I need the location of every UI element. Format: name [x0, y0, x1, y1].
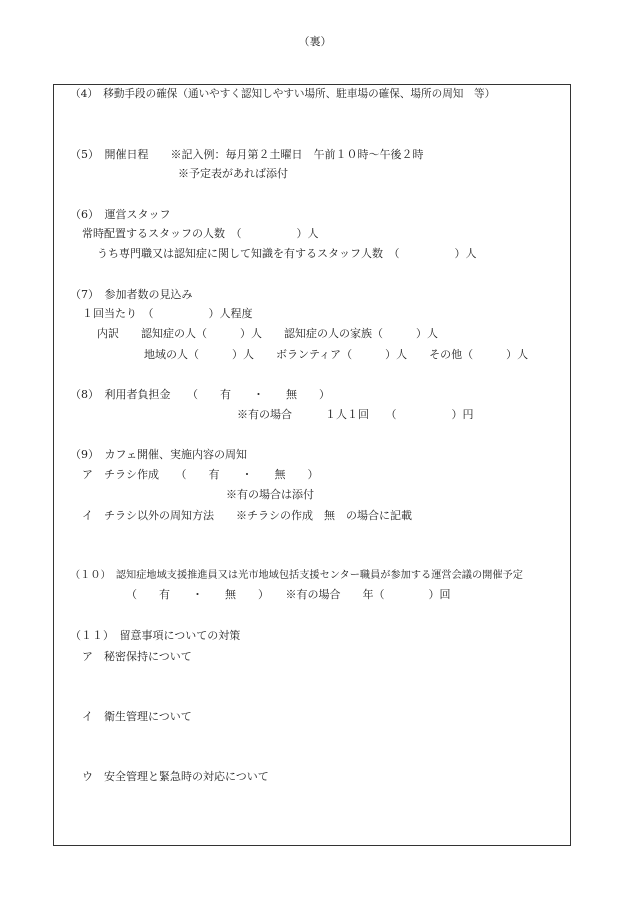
section-4-heading: （4） 移動手段の確保（通いやすく認知しやすい場所、駐車場の確保、場所の周知 等） — [70, 88, 496, 100]
section-7-heading: （7） 参加者数の見込み — [70, 288, 193, 301]
section-9-other-method: イ チラシ以外の周知方法 ※チラシの作成 無 の場合に記載 — [82, 509, 412, 522]
section-5-heading: （5） 開催日程 ※記入例：毎月第２土曜日 午前１０時～午後２時 — [70, 148, 424, 161]
section-9-heading: （9） カフェ開催、実施内容の周知 — [70, 448, 247, 461]
section-7-breakdown-1: 内訳 認知症の人（ ）人 認知症の人の家族（ ）人 — [97, 327, 438, 340]
section-6-specialist-count: うち専門職又は認知症に関して知識を有するスタッフ人数 （ ）人 — [97, 247, 477, 260]
section-11-confidentiality: ア 秘密保持について — [82, 650, 192, 663]
section-8-heading: （8） 利用者負担金 （ 有 ・ 無 ） — [70, 388, 330, 401]
section-11-heading: （１１） 留意事項についての対策 — [70, 629, 241, 642]
section-11-safety: ウ 安全管理と緊急時の対応について — [82, 770, 269, 783]
section-5-note: ※予定表があれば添付 — [178, 167, 288, 180]
section-8-note: ※有の場合 １人１回 （ ）円 — [237, 408, 474, 421]
section-7-per-session: １回当たり （ ）人程度 — [82, 307, 253, 320]
section-10-heading: （１０） 認知症地域支援推進員又は光市地域包括支援センター職員が参加する運営会議の開催予定 — [70, 570, 523, 581]
section-6-staff-count: 常時配置するスタッフの人数 （ ）人 — [82, 227, 319, 240]
page-title: （裏） — [298, 35, 332, 48]
section-11-hygiene: イ 衛生管理について — [82, 710, 192, 723]
section-9-flyer: ア チラシ作成 （ 有 ・ 無 ） — [82, 468, 319, 481]
section-9-note: ※有の場合は添付 — [226, 488, 314, 501]
form-box — [53, 84, 571, 846]
section-10-meeting: （ 有 ・ 無 ） ※有の場合 年（ ）回 — [126, 588, 451, 601]
section-7-breakdown-2: 地域の人（ ）人 ボランティア（ ）人 その他（ ）人 — [144, 348, 529, 361]
section-6-heading: （6） 運営スタッフ — [70, 208, 171, 221]
